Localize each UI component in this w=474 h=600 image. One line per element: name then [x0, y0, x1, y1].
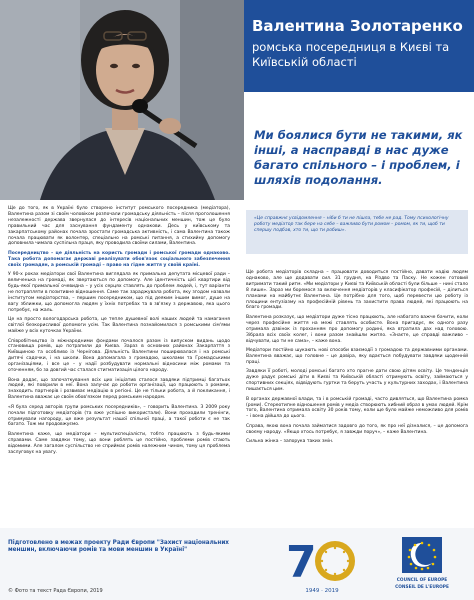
title-banner — [244, 0, 474, 92]
right-paragraph-3: Медіатори постійно шукають нові способи взаємодії з громадою та державними органами. Валентина вважає, що головне – це довіра, яку вдається побудувати завдяки щоденній праці. — [246, 348, 468, 365]
right-paragraph-4: Завдяки її роботі, молоді ромські багато хто прагне дати свою дітям освіту. Це тенденція дуже радує ромські діти в Києві та Київській області отримують освіту, займаються у спортивних секціях, відвідують гуртки та беруть участь у культурних заходах, і Валентина пишається цим. — [246, 369, 468, 393]
left-paragraph-3: У 90-х роках медіатори свої Валентина виглядала як примальна депутата місцевої ради – величенька на громаді, як звертаються по допомогу. Але ідентичність цієї квартири від будь-якої примальної очевидна – у усіх серцях ставлять до проблем людей, і, тут варіанти не потрапляти в позитивне відношення. Саме так зараджувала робота, яку згодом назвали інститутом медіаторства, – першим посередником, що під деяким іншим вимог, душе на вагу зближки, що допомогла людям у їхніх потребах та в зв'язку з державою, яка цього потребує, на жаль. — [8, 272, 230, 313]
left-paragraph-6: Вона додає, що започаткування всіх цих ініціатив сталося завдяки підтримці багатьох людей, які повірили в неї. Вона залучає до роботи організації, що працюють з ромами, знаходить партнерів і розвиває медіацію в регіоні. Це не тільки робота, а й покликання, і Валентина вважає це своїм обов'язком перед ромським народом. — [8, 377, 230, 401]
left-article-column — [8, 206, 230, 459]
left-paragraph-5: Співробітництво із міжнародними фондами почалося разом із випуском видань щодо становища ромів, що потрапили до Києва. Зараз в основних районах Закарпаття з Київщиною та особливо із Чернігова. Діяльність Валентини поширювалася і на ромські дитячі садочки, і на школи. Вона допомагала з громадою, школами та Громадськими організаціями, і все це – у надії розбудувати нормальні відносини між ромами та оточенням, бо за довгий час сталася стигматизація цілого народу. — [8, 338, 230, 374]
copyright-notice: © Фото та текст Рада Європи, 2019 — [8, 588, 103, 594]
portrait-photo — [0, 0, 244, 200]
anniversary-years: 1949 · 2019 — [305, 588, 339, 594]
left-paragraph-4: Це на просто вологодарська робота, це тепле душевної волі наших людей та намагання світлої безкорисливої допомоги усім. Так Валентина познайомилася з ромськими сім'ями майже у всіх куточках України. — [8, 317, 230, 334]
right-article-column — [246, 270, 468, 449]
pull-quote-box: «Це справжнє усвідомлення – ніби б ти не пішла, тебе не рад. Тому психологічну роботу медіатор так бере на себе – важливо бути ромом – ромом, як ти, щоб ти спершу подбав, хто ти, що ти робиш». — [246, 210, 468, 254]
anniversary-70-icon — [282, 533, 362, 595]
portrait-illustration — [0, 0, 244, 200]
council-of-europe-emblem-icon — [376, 537, 468, 577]
svg-text:7: 7 — [286, 537, 317, 588]
right-paragraph-2: Валентина розказує, що медіатори дуже тісно працюють, але набагато важче бачити, коли через професійне життя на межі ставлять особисте. Вона пригадує, як одного разу отримала дзвінок із проханням про допомогу родині, яка втратила дах над головою. Зібрала всіх своїх колег, і вони разом знайшли житло. «Знаєте, це справді важливо – відчувати, що ти не сама», – каже вона. — [246, 314, 468, 344]
right-paragraph-6: Справа, якою вона почала займатися задовго до того, як про неї дізналися, – це допомога своєму народу. «Якщо хтось потребує, я завжди поруч», – каже Валентина. — [246, 423, 468, 435]
anniversary-70-logo — [282, 533, 362, 595]
headline-quote: Ми боялися бути не такими, як інші, а насправді в нас дуже багато спільного – і проблем, і шляхів подолання. — [254, 128, 463, 187]
person-role: ромська посередниця в Києві та Київській області — [252, 40, 450, 69]
left-paragraph-7: «Я була серед авторів групи ромських посередників», – говорить Валентина. З 2009 року почали підготовку медіаторів (та вже успішно використали). Вони проходили тренінги, отримували нагороду, це вже результат нашої спільної праці, а такої роботи є не так багато. Тож ми продовжуємо. — [8, 404, 230, 428]
right-paragraph-7: Сильна жінка – запорука таких змін. — [246, 439, 334, 445]
council-of-europe-name-fr: CONSEIL DE L'EUROPE — [395, 585, 449, 590]
left-paragraph-2-emphasis: Посередництво – це діяльність на користь громади і ромської громади однаково. Така робота допомагає державі реалізувати обов'язок соціального забезпечення своїх громадян, а ромській громаді – право на гідне життя у своїй країні. — [8, 250, 230, 268]
right-paragraph-5: В органах державної влади, та і в ромській громаді, часто дивляться, що Валентина ромка (роми). Стереотипне відношення ромів у медіа створюють хибний образ в умах людей. Крім того, Валентина отримала освіту 30 років тому, коли ще було майже неможливо для ромів – і вона дійшла до цього. — [246, 396, 468, 420]
council-of-europe-logo — [376, 537, 468, 593]
project-credit: Підготовлено в межах проекту Ради Європи "Захист національних меншин, включаючи ромів та мови меншин в Україні" — [8, 540, 229, 553]
council-of-europe-name-en: COUNCIL OF EUROPE — [396, 578, 448, 583]
right-paragraph-1: Ще робота медіаторів складна – працювати доводиться постійно, давати надію людям однаково, але ще додавати сил. 31 грудня, на Різдво та Паску. Не кожен готовий витримати такий ритм. «Ми медіатори у Києві та Київській області були більше – нині стало 8 лише». Зараз ми боремося за включення медіаторів у класифікатор професій, – ділиться планами на майбутнє Валентина. Це потрібно для того, щоб перевести цю роботу із площини ентузіазму на професійній рівень та захистити права людей, які працюють на благо громади. — [246, 270, 468, 311]
person-name: Валентина Золотаренко — [252, 17, 463, 35]
left-paragraph-1: Ще до того, як в Україні було створено інститут ромського посередника (медіатора), Валентина разом зі своїм чоловіком розпочали громадську діяльність – після проголошення незалежності держава звернулася до інтересів національних меншин, тож це було правильний час для заснування фундаменту однакови. Десь у київському та закарпатському районах почала зростати громадська активність, і сама Валентина також почала працювати як волонтер, спеціально на ромські питання, а стихийну допомогу доповнила чимала суспільна праця, яку проводила своїми силами, Валентина. — [8, 206, 230, 247]
left-paragraph-8: Валентина каже, що медіатори – мультиспеціалісти, тобто працюють з будь-якими справами. Саме завдяки тому, що вони роблять це постійно, проблеми ромів стають відомими. Але загалом суспільство не сприймає ромів належним чином, тому ця проблема заслуговує на увагу. — [8, 431, 230, 455]
